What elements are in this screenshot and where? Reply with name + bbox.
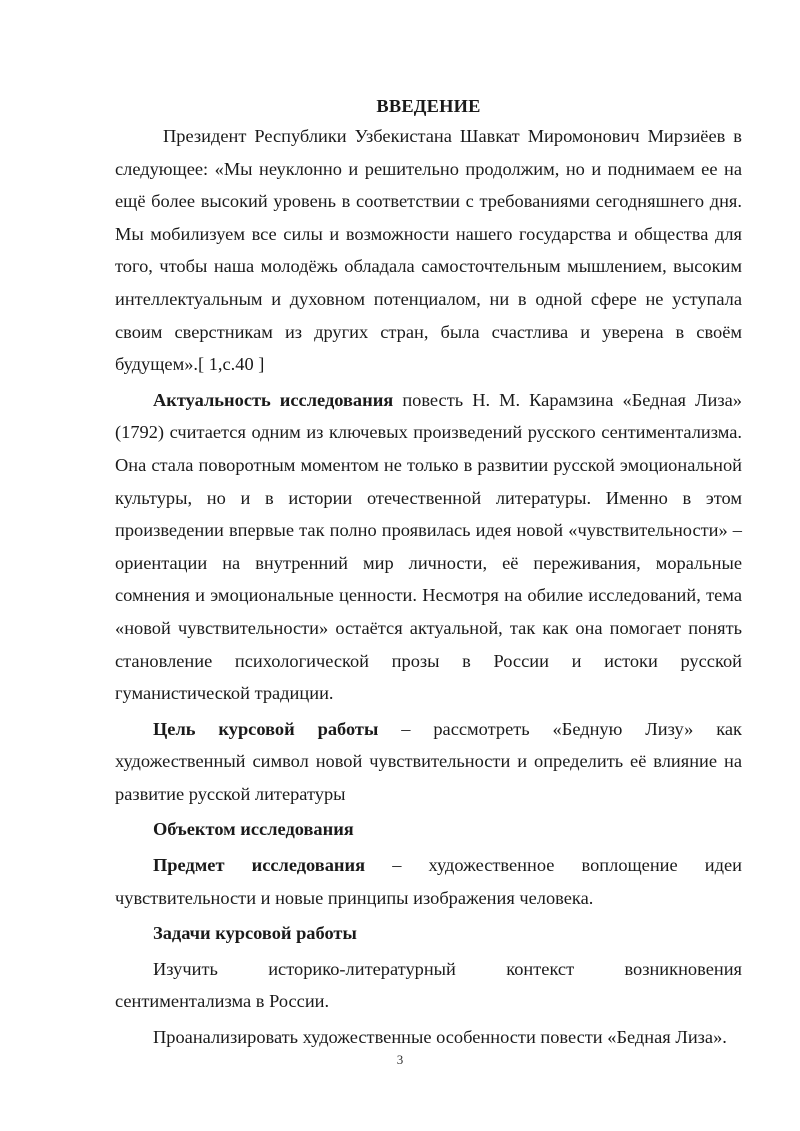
goal-heading: Цель курсовой работы (153, 718, 379, 739)
subject-text: – художественное воплощение идеи чувствительности и новые принципы изображения человека. (115, 855, 743, 908)
subject-heading: Предмет исследования (153, 855, 366, 876)
page-number: 3 (396, 1052, 404, 1067)
relevance-text: повесть Н. М. Карамзина «Бедная Лиза» (1792) считается одним из ключевых произведений русского сентиментализма. Она стала поворотным моментом не только в развитии русской эмоциональной культуры, но и в истории отечественной литературы. Именно в этом произведении впервые так полно проявилась идея новой «чувствительности» – ориентации на внутренний мир личности, её переживания, моральные сомнения и эмоциональные ценности. Несмотря на обилие исследований, тема «новой чувствительности» остаётся актуальной, так как она помогает понять становление психологической прозы в России и истоки русской гуманистической традиции. (115, 389, 742, 704)
paragraph-tasks (115, 917, 742, 950)
object-heading: Объектом исследования (153, 819, 354, 840)
page-content (115, 92, 742, 1054)
paragraph-task-1: Изучить историко-литературный контекст возникновения сентиментализма в России. (115, 958, 742, 1012)
paragraph-goal (115, 713, 742, 811)
tasks-heading: Задачи курсовой работы (153, 923, 357, 944)
relevance-heading: Актуальность исследования (153, 389, 394, 410)
paragraph-subject (115, 849, 742, 914)
paragraph-object (115, 813, 742, 846)
paragraph-relevance (115, 384, 742, 710)
section-title: ВВЕДЕНИЕ (376, 96, 481, 116)
goal-text: – рассмотреть «Бедную Лизу» как художественный символ новой чувствительности и определить её влияние на развитие русской литературы (115, 718, 742, 804)
paragraph-president-quote: Президент Республики Узбекистана Шавкат Миромонович Мирзиёев в следующее: «Мы неуклонно и решительно продолжим, но и поднимаем ее на ещё более высокий уровень в соответствии с требованиями сегодняшнего дня. Мы мобилизуем все силы и возможности нашего государства и общества для того, чтобы наша молодёжь обладала самосточтельным мышлением, высоким интеллектуальным и духовном потенциалом, ни в одной сфере не уступала своим сверстникам из других стран, была счастлива и уверена в своём будущем».[ 1,с.40 ] (115, 126, 742, 375)
paragraph-task-2: Проанализировать художественные особенности повести «Бедная Лиза». (153, 1027, 727, 1048)
